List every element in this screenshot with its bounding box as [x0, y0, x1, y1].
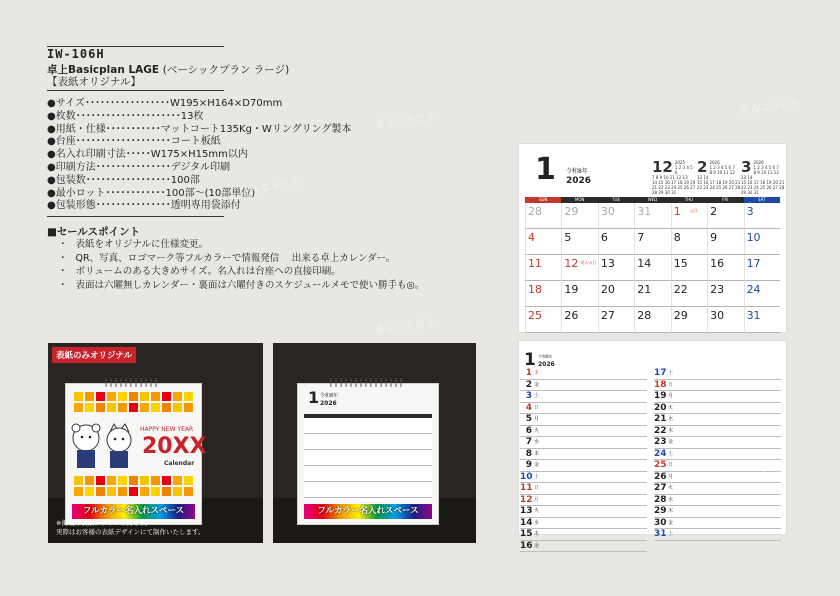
schedule-line: 14水: [520, 518, 647, 530]
ring-binding-icon: [103, 376, 163, 388]
decor-square: [151, 403, 160, 412]
mid-rule: [47, 90, 224, 91]
spec-list: [47, 98, 351, 213]
schedule-line: 5 月: [520, 414, 647, 426]
calendar-month-number: 1: [535, 152, 556, 187]
calendar-year: 2026: [566, 176, 592, 186]
calendar-day: 28: [525, 203, 561, 229]
decor-square: [74, 392, 83, 401]
sales-point: ・ QR、写真、ロゴマーク等フルカラーで情報発信 出来る卓上カレンダー。: [58, 252, 424, 266]
schedule-era: 令和8年: [538, 354, 553, 359]
weekday-label: TUE: [598, 197, 634, 203]
schedule-line: 29木: [654, 506, 781, 518]
schedule-line: 7 水: [520, 437, 647, 449]
photo-era: 令和8年: [320, 393, 339, 399]
schedule-column-left: [520, 368, 647, 552]
calendar-grid: [525, 197, 780, 333]
decor-square: [107, 476, 116, 485]
decor-square: [74, 403, 83, 412]
decor-square: [129, 487, 138, 496]
calendar-day: 29: [561, 203, 597, 229]
calendar-day: 30: [707, 307, 743, 333]
calendar-day: 14: [634, 255, 670, 281]
calendar-page-photo: [297, 383, 439, 525]
decor-square: [96, 392, 105, 401]
decor-square: [140, 392, 149, 401]
schedule-line: 30金: [654, 518, 781, 530]
calendar-day: 28: [634, 307, 670, 333]
schedule-line: 6 火: [520, 426, 647, 438]
watermark: きんこうどう: [239, 177, 301, 198]
schedule-year: 2026: [538, 361, 555, 368]
spec-row: ●包装形態･･･････････････透明専用袋添付: [47, 200, 241, 212]
decor-square: [184, 487, 193, 496]
decor-square: [184, 403, 193, 412]
schedule-line: 13火: [520, 506, 647, 518]
sales-point: ・ 表紙をオリジナルに仕様変更。: [58, 238, 424, 252]
watermark: きんこうどう: [374, 111, 436, 132]
cover-text-calendar: Calendar: [164, 460, 195, 467]
schedule-line: 8 木: [520, 449, 647, 461]
decor-square: [184, 392, 193, 401]
calendar-day: 31: [744, 307, 780, 333]
photo-year: 2026: [320, 400, 337, 407]
calendar-day: 18: [525, 281, 561, 307]
decor-square: [173, 392, 182, 401]
decor-square: [140, 476, 149, 485]
decor-square: [184, 476, 193, 485]
schedule-line: 20火: [654, 403, 781, 415]
schedule-line: 23金: [654, 437, 781, 449]
decor-square: [74, 487, 83, 496]
sales-title: ■セールスポイント: [47, 226, 140, 238]
schedule-line: 18日: [654, 380, 781, 392]
spec-row: ●最小ロット････････････100部～(10部単位): [47, 187, 256, 199]
calendar-day: 15: [671, 255, 707, 281]
calendar-day: 7: [634, 229, 670, 255]
holiday-label: 成人の日: [580, 260, 597, 265]
schedule-line: 11日: [520, 483, 647, 495]
decor-square: [151, 487, 160, 496]
spec-row: ●枚数･････････････････････13枚: [47, 110, 204, 122]
calendar-cover: [65, 383, 207, 525]
schedule-line: 19月: [654, 391, 781, 403]
decor-square: [162, 476, 171, 485]
schedule-line: 17土: [654, 368, 781, 380]
decor-square: [173, 487, 182, 496]
calendar-day: 26: [561, 307, 597, 333]
product-name-sub: (ベーシックプラン ラージ): [162, 64, 290, 76]
schedule-line: 27火: [654, 483, 781, 495]
calendar-day: 1 元日: [671, 203, 707, 229]
decor-square: [162, 487, 171, 496]
decor-square: [140, 403, 149, 412]
schedule-line: 31土: [654, 529, 781, 541]
calendar-day: 11: [525, 255, 561, 281]
calendar-day: 5: [561, 229, 597, 255]
decor-square: [162, 403, 171, 412]
calendar-day: 16: [707, 255, 743, 281]
calendar-day: 20: [598, 281, 634, 307]
calendar-day: 22: [671, 281, 707, 307]
calendar-day: 31: [634, 203, 670, 229]
photo-month-number: 1: [308, 388, 320, 407]
spec-row: ●用紙・仕様･･･････････マットコート135Kg・Wリングリング製本: [47, 123, 352, 135]
schedule-line: 3 土: [520, 391, 647, 403]
decor-square: [85, 392, 94, 401]
calendar-day: 17: [744, 255, 780, 281]
name-print-band: フルカラー名入れスペース: [304, 504, 432, 519]
calendar-day: 6: [598, 229, 634, 255]
schedule-line: 12月: [520, 495, 647, 507]
cover-only-badge: 表紙のみオリジナル: [52, 347, 136, 363]
weekday-label: FRI: [707, 197, 743, 203]
schedule-line: 9 金: [520, 460, 647, 472]
schedule-line: 10土: [520, 472, 647, 484]
calendar-day: 10: [744, 229, 780, 255]
decor-square: [129, 476, 138, 485]
spec-row: ●包装数･････････････････100部: [47, 174, 200, 186]
holiday-label: 元日: [689, 208, 698, 213]
decor-square: [162, 392, 171, 401]
schedule-line: 26月: [654, 472, 781, 484]
schedule-line: 28水: [654, 495, 781, 507]
weekday-label: SAT: [744, 197, 780, 203]
schedule-line: 2 金: [520, 380, 647, 392]
decor-square: [107, 487, 116, 496]
watermark: きんこうどう: [374, 317, 436, 338]
decor-square: [107, 403, 116, 412]
sales-point: ・ ボリュームのある大きめサイズ。名入れは台座への直接印刷。: [58, 265, 424, 279]
schedule-line: 4 日: [520, 403, 647, 415]
spec-row: ●名入れ印刷寸法･････W175×H15mm以内: [47, 149, 248, 161]
decor-square: [173, 476, 182, 485]
specs-bottom-rule: [47, 216, 224, 217]
watermark: きんこうどう: [739, 97, 801, 118]
calendar-days: [525, 203, 780, 333]
decor-square: [85, 403, 94, 412]
product-name-main: 卓上Basicplan LAGE: [47, 64, 160, 76]
calendar-day: 25: [525, 307, 561, 333]
schedule-line: 25日: [654, 460, 781, 472]
decor-square: [151, 392, 160, 401]
cover-text-happy: HAPPY NEW YEAR: [140, 426, 194, 433]
weekday-label: SUN: [525, 197, 561, 203]
bear-and-cat-mascot-icon: [68, 422, 138, 470]
schedule-line: 15木: [520, 529, 647, 541]
decor-square: [85, 487, 94, 496]
decor-square: [85, 476, 94, 485]
calendar-day: 2: [707, 203, 743, 229]
calendar-day: 27: [598, 307, 634, 333]
cover-text-year: 20XX: [142, 434, 207, 459]
schedule-line: 16金: [520, 541, 647, 553]
schedule-line: 21水: [654, 414, 781, 426]
mini-month-after: 3 2026 1 2 3 4 5 6 7 8 9 10 11 12 13 14 15 16 17 18 19 20 21 22 23 24 25 26 27 28 29 30 31: [741, 158, 785, 195]
calendar-day: 13: [598, 255, 634, 281]
calendar-day: 19: [561, 281, 597, 307]
decor-square: [96, 403, 105, 412]
schedule-line: 22木: [654, 426, 781, 438]
calendar-day: 23: [707, 281, 743, 307]
watermark: きんこうどう: [599, 341, 661, 362]
product-photo-front: [48, 343, 263, 543]
spec-row: ●台座･･･････････････････コート板紙: [47, 136, 221, 148]
decor-square: [173, 403, 182, 412]
calendar-day: 4: [525, 229, 561, 255]
decor-square: [118, 487, 127, 496]
schedule-line: 24土: [654, 449, 781, 461]
weekday-label: THU: [671, 197, 707, 203]
mini-month-next: 2 2026 1 2 3 4 5 6 7 8 9 10 11 12 13 14 15 16 17 18 19 20 21 22 23 24 25 26 27 28: [697, 158, 741, 190]
product-photo-calendar: [273, 343, 476, 543]
decor-square: [129, 403, 138, 412]
ring-binding-icon: [328, 376, 408, 388]
spec-row: ●印刷方法･･･････････････デジタル印刷: [47, 161, 231, 173]
schedule-line: 1 木: [520, 368, 647, 380]
calendar-day: 8: [671, 229, 707, 255]
weekday-label: MON: [561, 197, 597, 203]
sales-point: ・ 表面は六曜無しカレンダー・裏面は六曜付きのスケジュールメモで使い勝手も◎。: [58, 279, 424, 293]
decor-square: [74, 476, 83, 485]
calendar-day: 12 成人の日: [561, 255, 597, 281]
weekday-label: WED: [634, 197, 670, 203]
calendar-day: 30: [598, 203, 634, 229]
decor-square: [118, 392, 127, 401]
calendar-day: 24: [744, 281, 780, 307]
decor-square: [151, 476, 160, 485]
calendar-day: 3: [744, 203, 780, 229]
photo-calendar-grid: [304, 418, 432, 500]
decor-square: [107, 392, 116, 401]
model-number: IW-106H: [47, 47, 105, 61]
watermark: きんこうどう: [719, 465, 781, 486]
decor-square: [140, 487, 149, 496]
calendar-day: 29: [671, 307, 707, 333]
name-print-band: フルカラー名入れスペース: [72, 504, 195, 519]
decor-square: [118, 403, 127, 412]
sales-points: [58, 238, 424, 292]
decor-square: [118, 476, 127, 485]
decor-square: [96, 476, 105, 485]
spec-row: ●サイズ･････････････････W195×H164×D70mm: [47, 98, 283, 109]
cover-note: ※掲載は表紙デザインの例です。 実際はお客様の表紙デザインにて制作いたします。: [56, 519, 205, 536]
mini-month-prev: 12 2025 1 2 3 4 5 6 7 8 9 10 11 12 13 14 15 16 17 18 19 20 21 22 23 24 25 26 27 28 29 30 31: [652, 158, 696, 195]
calendar-day: 21: [634, 281, 670, 307]
schedule-column-right: [654, 368, 781, 541]
decor-square: [129, 392, 138, 401]
product-subtitle: 【表紙オリジナル】: [47, 76, 141, 88]
decor-square: [96, 487, 105, 496]
schedule-month-number: 1: [524, 350, 536, 370]
calendar-era: 令和8年: [566, 168, 588, 175]
calendar-day: 9: [707, 229, 743, 255]
